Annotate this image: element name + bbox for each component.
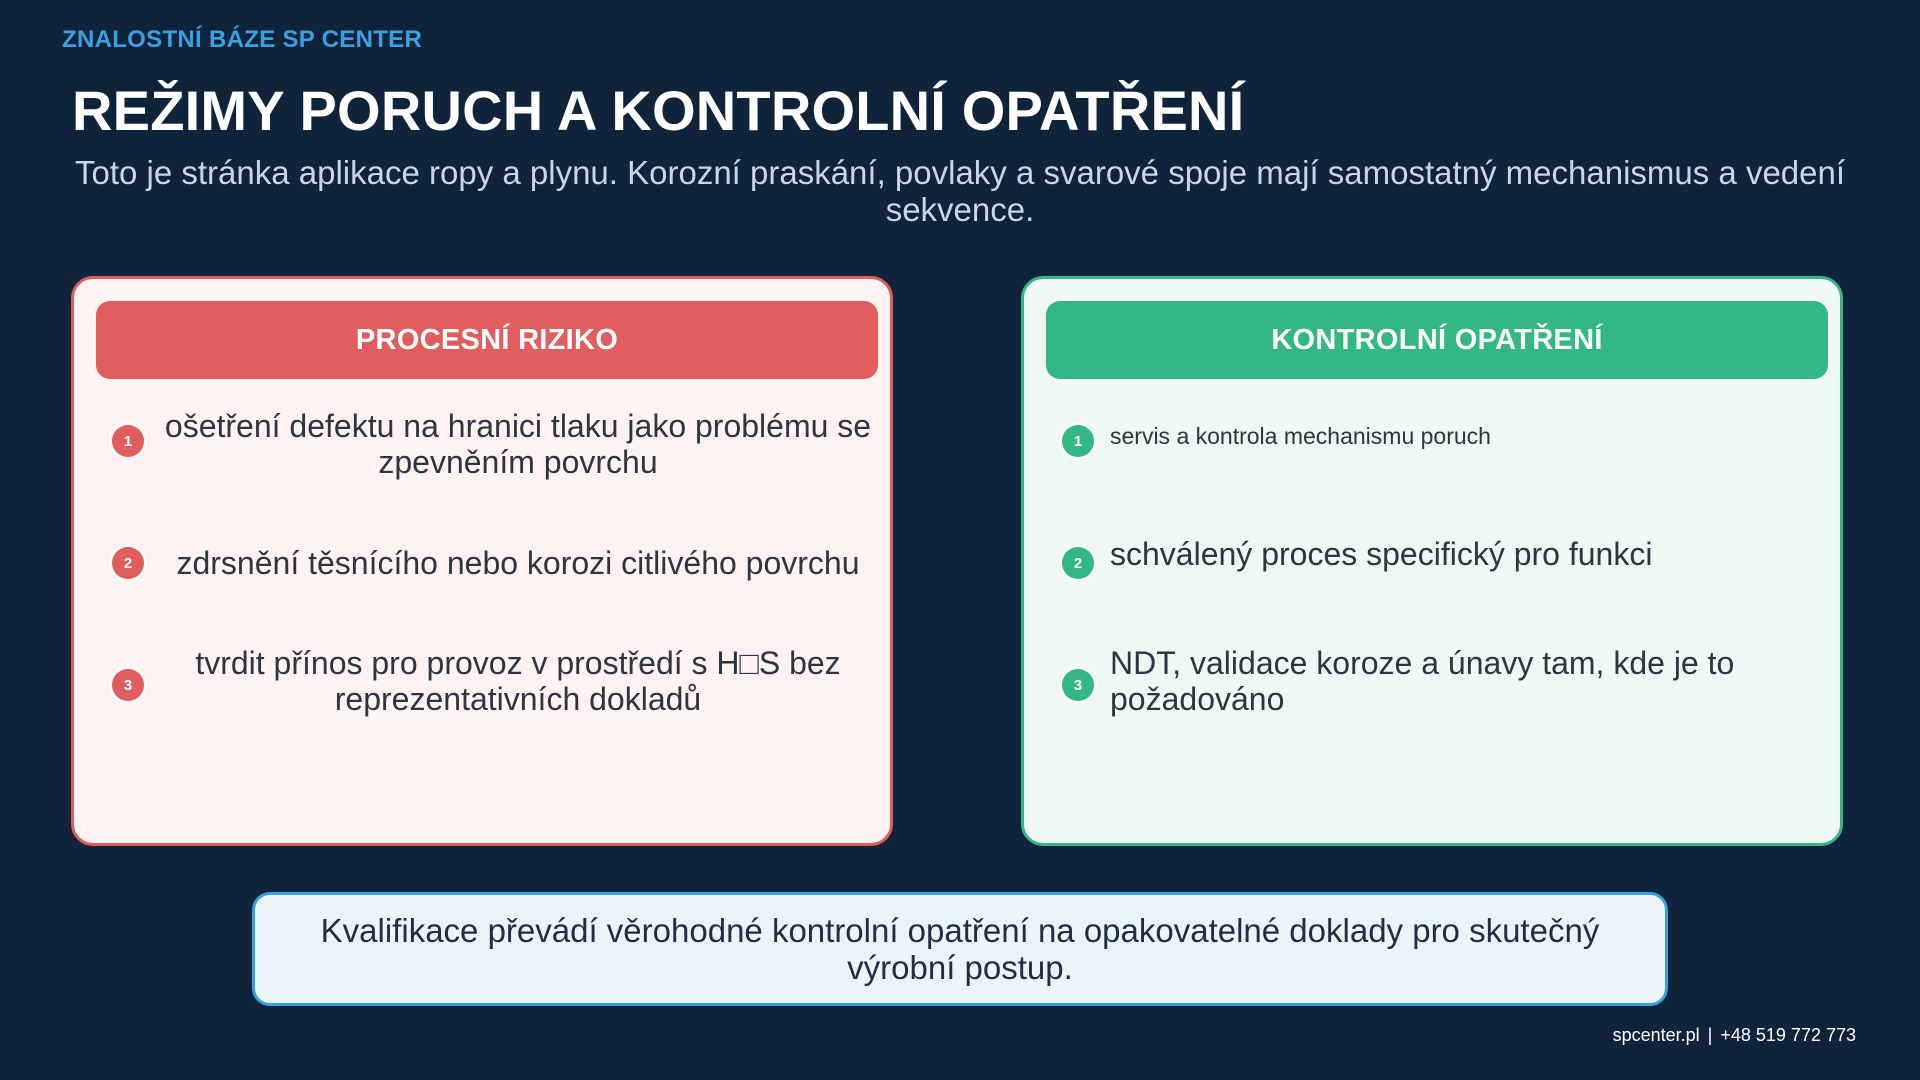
- page-title: REŽIMY PORUCH A KONTROLNÍ OPATŘENÍ: [72, 79, 1245, 142]
- control-item-number-badge: 3: [1062, 669, 1094, 701]
- process-risk-card: [71, 276, 893, 846]
- control-measures-heading: KONTROLNÍ OPATŘENÍ: [1046, 301, 1828, 379]
- control-measures-card: [1021, 276, 1843, 846]
- summary-text: Kvalifikace převádí věrohodné kontrolní opatření na opakovatelné doklady pro skutečný výrobní postup.: [320, 912, 1600, 986]
- process-risk-heading: PROCESNÍ RIZIKO: [96, 301, 878, 379]
- footer-phone: +48 519 772 773: [1720, 1025, 1856, 1045]
- footer-website: spcenter.pl: [1612, 1025, 1700, 1045]
- control-item-text: NDT, validace koroze a únavy tam, kde je to požadováno: [1110, 645, 1735, 717]
- footer-separator: |: [1707, 1025, 1713, 1045]
- risk-item-text: zdrsnění těsnícího nebo korozi citlivého povrchu: [176, 545, 860, 581]
- risk-item-text: ošetření defektu na hranici tlaku jako problému se zpevněním povrchu: [164, 408, 872, 480]
- risk-item-text: tvrdit přínos pro provoz v prostředí s H□S bez reprezentativních dokladů: [195, 645, 841, 717]
- control-item-text: schválený proces specifický pro funkci: [1110, 536, 1653, 572]
- footer-contact: [1613, 1025, 1856, 1046]
- kicker-label: ZNALOSTNÍ BÁZE SP CENTER: [62, 26, 423, 53]
- page-subtitle: Toto je stránka aplikace ropy a plynu. Korozní praskání, povlaky a svarové spoje mají samostatný mechanismus a vedení sekvence.: [74, 154, 1846, 228]
- risk-item-number-badge: 2: [112, 547, 144, 579]
- risk-item-number-badge: 3: [112, 669, 144, 701]
- control-item-text: servis a kontrola mechanismu poruch: [1110, 423, 1491, 449]
- control-item-number-badge: 1: [1062, 425, 1094, 457]
- risk-item-number-badge: 1: [112, 425, 144, 457]
- control-item-number-badge: 2: [1062, 547, 1094, 579]
- summary-box: [252, 892, 1668, 1006]
